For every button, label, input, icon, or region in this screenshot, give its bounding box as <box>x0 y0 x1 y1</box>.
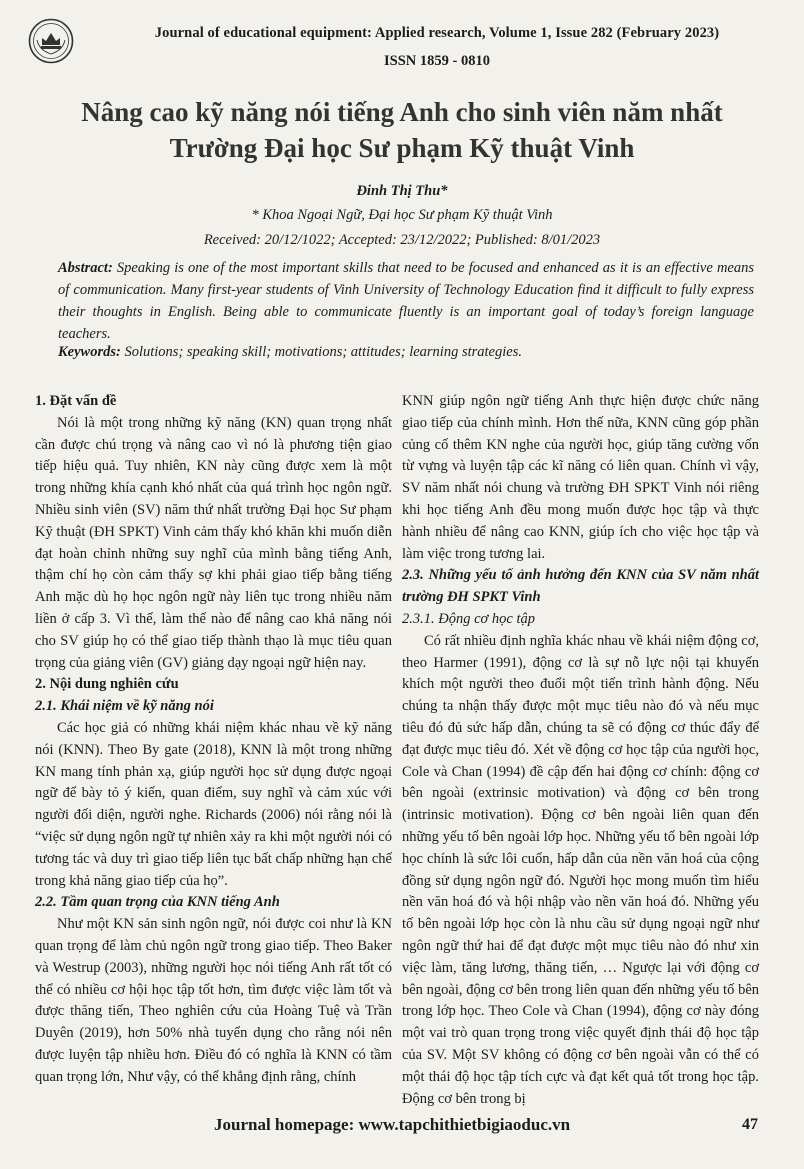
abstract-text: Speaking is one of the most important skills that need to be focused and enhanced as it is an effective means of communication. Many first-year students of Vinh University of Technology Education find it difficult to fully express their thoughts in English. Being able to communicate fluently is an important goal of today’s foreign language teachers. <box>58 260 754 342</box>
paragraph-introduction: Nói là một trong những kỹ năng (KN) quan trọng nhất cần được chú trọng và nâng cao vì nó là phương tiện giao tiếp hiệu quả. Tuy nhiên, KN này cũng được xem là một trong những khía cạnh khó nhất của quá trình học ngôn ngữ. Nhiều sinh viên (SV) năm thứ nhất trường Đại học Sư phạm Kỹ thuật (ĐH SPKT) Vinh cảm thấy khó khăn khi muốn diễn đạt hoàn chỉnh những suy nghĩ của mình bằng tiếng Anh, thậm chí họ còn cảm thấy sợ khi phải giao tiếp bằng tiếng Anh mặc dù họ học ngôn ngữ này liên tục trong nhiều năm liền ở cấp 3. Vì thế, làm thế nào để nâng cao khả năng nói cho SV giúp họ có thể giao tiếp thành thạo là mục tiêu quan trọng của giảng viên (GV) giảng dạy ngoại ngữ hiện nay. <box>35 414 392 671</box>
issn-header: ISSN 1859 - 0810 <box>384 53 490 69</box>
section-heading-2: 2. Nội dung nghiên cứu <box>35 676 179 693</box>
journal-homepage-footer: Journal homepage: www.tapchithietbigiaoduc.vn <box>214 1115 571 1134</box>
article-title-line-1: Nâng cao kỹ năng nói tiếng Anh cho sinh viên năm nhất <box>81 97 723 127</box>
publication-dates: Received: 20/12/1022; Accepted: 23/12/2022; Published: 8/01/2023 <box>203 232 601 248</box>
author-affiliation: * Khoa Ngoại Ngữ, Đại học Sư phạm Kỹ thuật Vinh <box>251 207 553 223</box>
abstract-label: Abstract: <box>58 260 113 276</box>
subsection-heading-2-2: 2.2. Tầm quan trọng của KNN tiếng Anh <box>35 894 280 911</box>
subsection-heading-2-1: 2.1. Khái niệm về kỹ năng nói <box>35 698 214 715</box>
journal-logo <box>28 18 74 64</box>
section-heading-1: 1. Đặt vấn đề <box>35 393 117 409</box>
paragraph-speaking-importance: Như một KN sản sinh ngôn ngữ, nói được coi như là KN quan trọng để làm chủ ngôn ngữ trong giao tiếp. Theo Baker và Westrup (2003), những người học nói tiếng Anh rất tốt có thể có nhiều cơ hội học tập tốt hơn, tìm được việc làm tốt và được thăng tiến, Theo nghiên cứu của Hoàng Tuệ và Trần Duyên (2019), hơn 50% nhà tuyển dụng cho rằng nói nên được luyện tập nhiều hơn. Điều đó có nghĩa là KNN có tầm quan trọng lớn, Như vậy, có thể khẳng định rằng, chính <box>35 916 392 1085</box>
keywords <box>58 344 754 361</box>
keywords-label: Keywords: <box>58 344 121 360</box>
paragraph-continuation: KNN giúp ngôn ngữ tiếng Anh thực hiện được chức năng giao tiếp của chính mình. Hơn thế nữa, KNN cũng góp phần củng cố thêm KN nghe của người học, giúp tăng cường vốn từ vựng và luyện tập các kĩ năng có liên quan. Chính vì vậy, SV năm nhất nói chung và trường ĐH SPKT Vinh nói riêng khi học tiếng Anh đều mong muốn được học tập và thực hành nhiều để nâng cao KNN, giúp ích cho việc học tập và làm việc trong tương lai. <box>402 393 759 562</box>
keywords-text: Solutions; speaking skill; motivations; attitudes; learning strategies. <box>120 344 522 360</box>
article-title-line-2: Trường Đại học Sư phạm Kỹ thuật Vinh <box>169 133 635 163</box>
left-text-column <box>35 391 392 1089</box>
subsection-heading-2-3-1: 2.3.1. Động cơ học tập <box>402 610 535 627</box>
right-text-column <box>402 391 759 1110</box>
journal-citation-header: Journal of educational equipment: Applied research, Volume 1, Issue 282 (February 2023) <box>154 25 720 41</box>
abstract <box>58 257 754 345</box>
paragraph-motivation: Có rất nhiều định nghĩa khác nhau về khái niệm động cơ, theo Harmer (1991), động cơ là sự nỗ lực nội tại khuyến khích một người theo đuổi một tiến trình hành động. Nếu chúng ta nhận thấy được một mục tiêu nào đó và nếu mục tiêu đó đủ sức hấp dẫn, chúng ta sẽ có động cơ thúc đẩy để đạt được mục tiêu đó. Xét về động cơ học tập của người học, Cole và Chan (1994) đề cập đến hai động cơ chính: động cơ bên ngoài (extrinsic motivation) và động cơ bên trong (intrinsic motivation). Động cơ bên ngoài liên quan đến những yếu tố bên ngoài lớp học. Những yếu tố bên ngoài lớp học chính là sức lôi cuốn, hấp dẫn của nền văn hoá của cộng đồng sử dụng ngôn ngữ đó. Người học mong muốn tìm hiểu nền văn hoá đó và hội nhập vào nền văn hoá đó. Những yếu tố bên ngoài lớp học còn là nhu cầu sử dụng ngoại ngữ như ngôn ngữ thứ hai để đạt được một mục tiêu nào đó như xin việc làm, tăng lương, thăng tiến, … Ngược lại với động cơ bên ngoài, động cơ bên trong liên quan đến những yếu tố bên trong lớp học. Theo Cole và Chan (1994), động cơ này đóng một vai trò quan trọng trong việc quyết định thái độ học tập của SV. Một SV không có động cơ bên ngoài vẫn có thể có một thái độ học tập tích cực và đạt kết quả tốt trong học tập. Động cơ bên trong bị <box>402 632 759 1107</box>
page-number: 47 <box>742 1116 758 1133</box>
paragraph-speaking-definition: Các học giả có những khái niệm khác nhau về kỹ năng nói (KNN). Theo By gate (2018), KNN là một trong những KN mang tính phản xạ, giúp người học sử dụng được ngoại ngữ để bày tỏ ý kiến, quan điểm, suy nghĩ và cảm xúc với người đối diện, người nghe. Richards (2006) nói rằng nói là “việc sử dụng ngôn ngữ tự nhiên xảy ra khi một người nói có tương tác và duy trì giao tiếp liên tục bất chấp những hạn chế trong khả năng giao tiếp của họ”. <box>35 719 392 889</box>
author-name: Đinh Thị Thu* <box>356 183 448 199</box>
subsection-heading-2-3: 2.3. Những yếu tố ảnh hưởng đến KNN của SV năm nhất trường ĐH SPKT Vinh <box>402 567 759 606</box>
